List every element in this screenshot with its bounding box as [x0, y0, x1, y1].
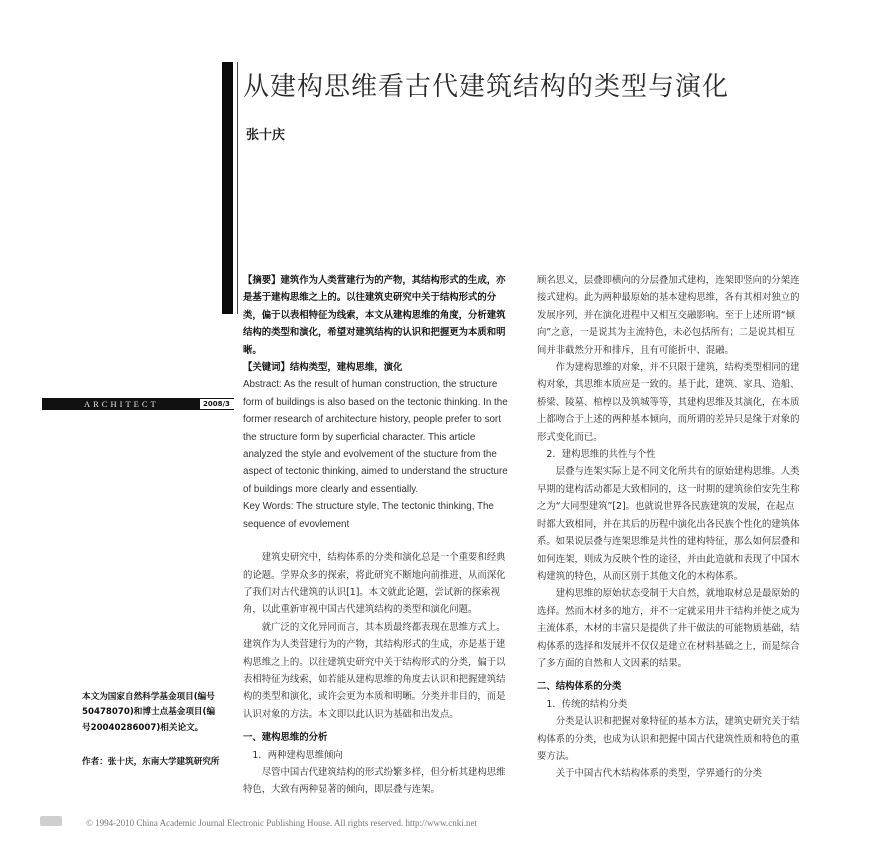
- copyright-footer: © 1994-2010 China Academic Journal Electronic Publishing House. All rights reserved. http://www.cnki.net: [86, 818, 477, 828]
- article-author: 张十庆: [246, 128, 286, 143]
- left-column: [243, 272, 513, 799]
- subsection-heading: 1．传统的结构分类: [546, 698, 628, 710]
- abstract-zh-text: 建筑作为人类营建行为的产物，其结构形式的生成，亦是基于建构思维之上的。以往建筑史研究中关于结构形式的分类，偏于以表相特征为线索，本文从建构思维的角度，分析建筑结构的类型和演化，希望对建筑结构的认识和把握更为本质和明晰。: [243, 275, 506, 356]
- header-rule: [237, 62, 238, 314]
- keywords-label: 【关键词】: [243, 362, 290, 374]
- header-black-bar: [222, 62, 233, 314]
- journal-issue: 2008/3: [203, 400, 230, 408]
- section-heading: 一、建构思维的分析: [243, 732, 328, 744]
- keywords-en: Key Words: The structure style, The tectonic thinking, The sequence of evovlement: [243, 501, 494, 530]
- abstract-label: 【摘要】: [243, 275, 281, 286]
- abstract-zh: [243, 272, 513, 359]
- body-paragraph: 顾名思义，层叠即横向的分层叠加式建构，连架即竖向的分架连接式建构。此为两种最原始的基本建构思维，各有其相对独立的发展序列，并在演化进程中又相互交融影响。至于上述所谓“倾向”之意，一是说其为主流特色，未必包括所有；二是说其相互间并非截然分开和排斥，且有可能折中、混融。: [537, 275, 800, 356]
- body-paragraph: 层叠与连架实际上是不同文化所共有的原始建构思维。人类早期的建构活动都是大致相同的，这一时期的建筑徐伯安先生称之为“大同型建筑”[2]。也就说世界各民族建筑的发展，在起点时都大致相同，并在其后的历程中演化出各民族个性化的建筑体系。如果说层叠与连架思维是共性的建构特征，那么如何层叠和如何连架，则成为反映个性的途径，并由此造就和表现了中国木构建筑的特色，从而区别于其他文化的木构体系。: [537, 466, 800, 582]
- body-paragraph: 建筑史研究中，结构体系的分类和演化总是一个重要和经典的论题。学界众多的探索，将此研究不断地向前推进，从而深化了我们对古代建筑的认识[1]。本文就此论题，尝试新的探索视角，以此重新审视中国古代建筑结构的类型和演化问题。: [243, 552, 506, 616]
- keywords-zh: [243, 359, 513, 376]
- subsection-heading: 1．两种建构思维倾向: [252, 749, 343, 761]
- cnki-logo-icon: [40, 816, 62, 826]
- funding-note: 本文为国家自然科学基金项目(编号50478070)和博士点基金项目(编号20040286007)相关论文。: [82, 692, 216, 733]
- author-note: 作者：张十庆，东南大学建筑研究所: [82, 757, 220, 767]
- body-paragraph: 关于中国古代木结构体系的类型，学界通行的分类: [555, 768, 763, 780]
- right-column: [537, 272, 803, 783]
- journal-band-text: ARCHITECT: [84, 399, 159, 409]
- body-paragraph: 分类是认识和把握对象特征的基本方法，建筑史研究关于结构体系的分类，也成为认识和把握中国古代建筑性质和特色的重要方法。: [537, 716, 800, 762]
- abstract-en: Abstract: As the result of human construction, the structure form of buildings is also based on the tectonic thinking. In the former research of architecture history, people prefer to sort the structure form by superficial character. This article analyzed the style and evolvement of the stucture from the aspect of tectonic thinking, aimed to understand the structure of buildings more clearly and essentially.: [243, 379, 508, 495]
- body-paragraph: 建构思维的原始状态受制于大自然，就地取材总是最原始的选择。然而木材多的地方，并不一定就采用井干结构并使之成为主流体系，木材的丰富只是提供了井干做法的可能物质基础，结构体系的选择和发展并不仅仅是建立在材料基础之上，而是综合了多方面的自然和人文因素的结果。: [537, 588, 800, 669]
- body-paragraph: 就广泛的文化异同而言，其本质最终都表现在思维方式上。建筑作为人类营建行为的产物，其结构形式的生成，亦是基于建构思维之上的。以往建筑史研究中关于结构形式的分类，偏于以表相特征为线索，如若能从建构思维的角度去认识和把握建筑结构的类型和演化，或许会更为本质和明晰。分类并非目的，而是认识对象的方法。本文即以此认识为基础和出发点。: [243, 621, 506, 720]
- body-paragraph: 尽管中国古代建筑结构的形式纷繁多样，但分析其建构思维特色，大致有两种显著的倾向，即层叠与连架。: [243, 766, 506, 796]
- body-paragraph: 作为建构思维的对象，并不只限于建筑，结构类型相同的建构对象，其思维本质应是一致的。基于此，建筑、家具、造船、桥梁、陵墓、棺椁以及筑城等等，其建构思维及其演化，在本质上都吻合于上述的两种基本倾向，而所谓的差异只是缘于对象的形式变化而已。: [537, 362, 800, 443]
- article-title: 从建构思维看古代建筑结构的类型与演化: [243, 72, 730, 102]
- section-heading: 二、结构体系的分类: [537, 681, 622, 693]
- subsection-heading: 2．建构思维的共性与个性: [546, 449, 656, 461]
- keywords-zh-text: 结构类型，建构思维，演化: [289, 362, 403, 374]
